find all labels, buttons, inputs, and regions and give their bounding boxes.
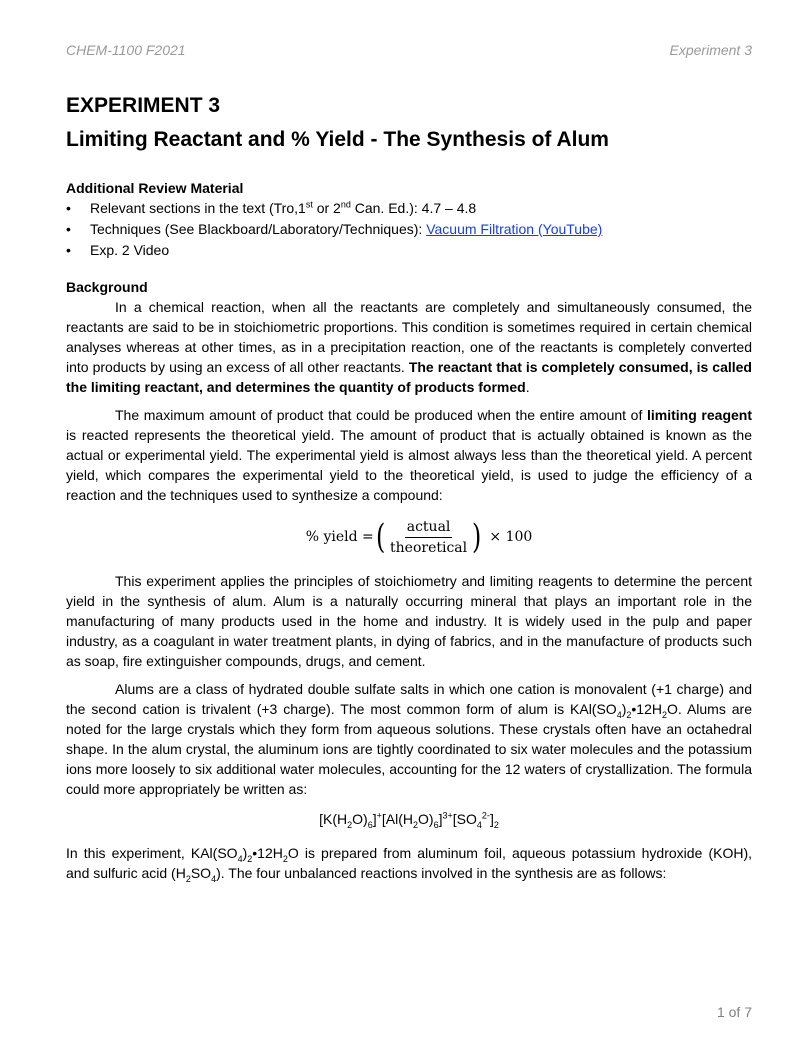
background-paragraph-4: Alums are a class of hydrated double sulfate salts in which one cation is monovalent (+1 charge) and the second cation is trivalent (+3 charge). The most common form of alum is $KAl(SO_4)_2•12H_2O$. Alums are noted for the large crystals which they form from aqueous solutions. These crystals often have an octahedral shape. In the alum crystal, the aluminum ions are tightly coordinated to six water molecules and the potassium ions more loosely to six additional water molecules, accounting for the 12 waters of crystallization. The formula could more appropriately be written as: (66, 681, 752, 797)
review-item-techniques: • Techniques (See Blackboard/Laboratory/Techniques): Vacuum Filtration (YouTube) (66, 219, 752, 240)
background-paragraph-2: The maximum amount of product that could be produced when the entire amount of limiting reagent is reacted represents the theoretical yield. The amount of product that is actually obtained is known as the actual or experimental yield. The experimental yield is almost always less than the theoretical yield. A percent yield, which compares the experimental yield to the theoretical yield, is used to judge the efficiency of a reaction and the techniques used to synthesize a compound: (66, 407, 752, 503)
header-course: CHEM-1100 F2021 (66, 42, 186, 58)
review-section (66, 178, 752, 261)
formula-rhs: × 100 (489, 529, 533, 545)
background-paragraph-5: In this experiment, $KAl(SO_4)_2•12H_2O$ is prepared from aluminum foil, aqueous potassium hydroxide (KOH), and sulfuric acid $(H_2SO_4)$. The four unbalanced reactions involved in the synthesis are as follows: (66, 845, 752, 884)
alum-structural-formula: $[K(H_2O)_6]^+[Al(H_2O)_6]^{3+}[SO_4^{2-}]_2$ (319, 810, 499, 830)
vacuum-filtration-link[interactable]: Vacuum Filtration (YouTube) (426, 221, 603, 237)
formula-fraction (388, 519, 469, 556)
formula-close-paren: ) (472, 517, 482, 557)
review-heading: Additional Review Material (66, 180, 244, 196)
percent-yield-formula (86, 517, 752, 557)
formula-numerator: actual (405, 519, 453, 538)
formula-lhs: % yield = (305, 529, 374, 545)
review-item-text: • Relevant sections in the text (Tro,1st or 2nd Can. Ed.): 4.7 – 4.8 (66, 198, 752, 219)
background-section (66, 277, 752, 883)
bullet-icon: • (66, 221, 71, 237)
background-heading: Background (66, 279, 148, 295)
formula-denominator: theoretical (390, 539, 468, 556)
page-title: EXPERIMENT 3 (66, 94, 221, 117)
background-paragraph-1: In a chemical reaction, when all the reactants are completely and simultaneously consumed, the reactants are said to be in stoichiometric proportions. This condition is sometimes required in certain chemical analyses whereas at other times, as in a precipitation reaction, one of the reactants is completely converted into products by using an excess of all other reactants. The reactant that is completely consumed, is called the limiting reactant, and determines the quantity of products formed. (66, 299, 752, 395)
bullet-icon: • (66, 200, 71, 216)
page-number: 1 of 7 (716, 1004, 752, 1020)
page-content (66, 92, 752, 891)
header-experiment: Experiment 3 (669, 42, 752, 58)
review-list (66, 198, 752, 261)
bullet-icon: • (66, 242, 71, 258)
review-item-video: • Exp. 2 Video (66, 240, 752, 261)
formula-open-paren: ( (375, 517, 386, 557)
page-subtitle: Limiting Reactant and % Yield - The Synthesis of Alum (66, 128, 609, 151)
background-paragraph-3: This experiment applies the principles of stoichiometry and limiting reagents to determine the percent yield in the synthesis of alum. Alum is a naturally occurring mineral that plays an important role in the manufacturing of many products used in the home and industry. It is widely used in the pulp and paper industry, as a coagulant in water treatment plants, in dying of fabrics, and in the manufacture of products such as soap, fire extinguisher compounds, drugs, and cement. (66, 573, 752, 669)
